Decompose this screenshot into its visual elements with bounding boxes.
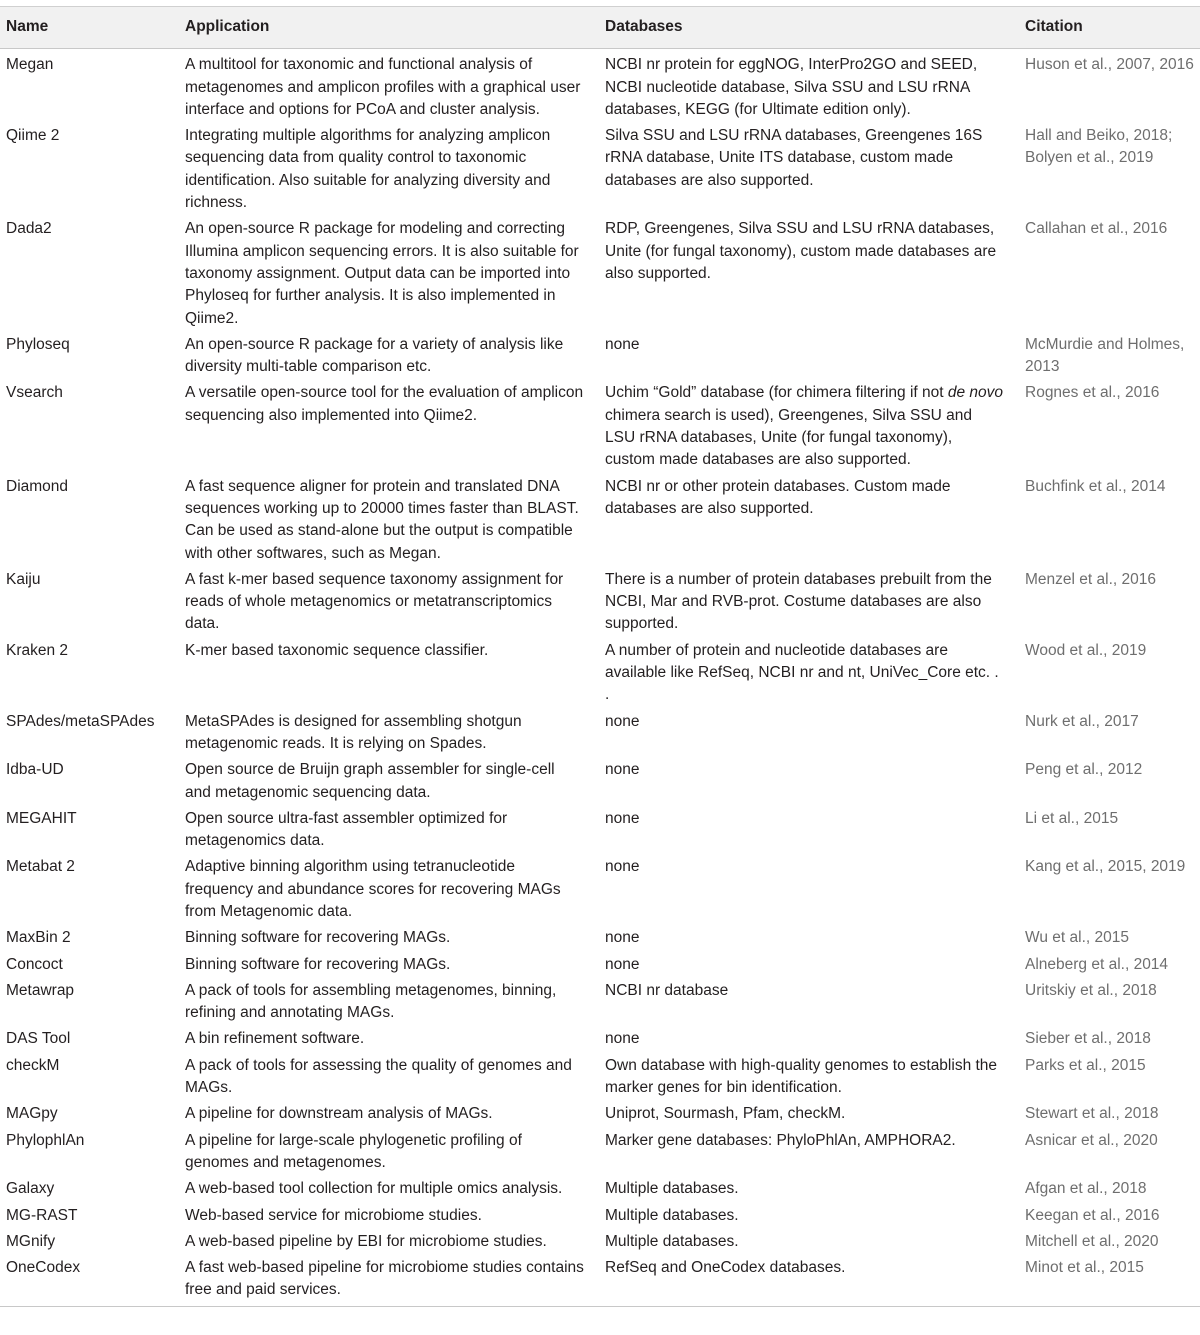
cell-application: A pipeline for downstream analysis of MAGs. — [185, 1105, 493, 1123]
table-row — [0, 567, 1200, 638]
cell-name: Vsearch — [6, 384, 63, 402]
cell-databases: none — [605, 1030, 640, 1048]
cell-citation[interactable]: Uritskiy et al., 2018 — [1025, 981, 1157, 999]
cell-name: MGnify — [6, 1232, 56, 1250]
cell-databases: A number of protein and nucleotide databases are available like RefSeq, NCBI nr and nt, UniVec_Core etc. . . — [605, 641, 999, 704]
cell-application: A multitool for taxonomic and functional analysis of metagenomes and amplicon profiles with a graphical user interface and options for PCoA and cluster analysis. — [185, 56, 581, 118]
cell-name: Concoct — [6, 955, 63, 973]
cell-citation[interactable]: Stewart et al., 2018 — [1025, 1105, 1159, 1123]
table-row — [0, 1128, 1200, 1177]
table-row — [0, 638, 1200, 709]
cell-application: A pack of tools for assessing the quality of genomes and MAGs. — [185, 1056, 572, 1097]
cell-name: Idba-UD — [6, 761, 64, 779]
cell-name: Kraken 2 — [6, 641, 69, 659]
cell-name: Qiime 2 — [6, 127, 60, 145]
cell-application: A web-based pipeline by EBI for microbiome studies. — [185, 1232, 547, 1250]
table-row — [0, 925, 1200, 951]
cell-name: Metabat 2 — [6, 858, 75, 876]
table-row — [0, 332, 1200, 381]
table-row — [0, 49, 1200, 123]
cell-databases: Multiple databases. — [605, 1232, 739, 1250]
cell-citation[interactable]: Buchfink et al., 2014 — [1025, 477, 1166, 495]
cell-citation[interactable]: Li et al., 2015 — [1025, 809, 1119, 827]
cell-name: Galaxy — [6, 1180, 55, 1198]
cell-application: A pack of tools for assembling metagenomes, binning, refining and annotating MAGs. — [185, 981, 557, 1022]
cell-name: Megan — [6, 56, 54, 74]
cell-application: A bin refinement software. — [185, 1030, 365, 1048]
cell-databases: Marker gene databases: PhyloPhlAn, AMPHORA2. — [605, 1131, 956, 1149]
databases-text: chimera search is used), Greengenes, Silva SSU and LSU rRNA databases, Unite (for fungal taxonomy), custom made databases are also supported. — [605, 406, 973, 469]
cell-application: A fast sequence aligner for protein and translated DNA sequences working up to 20000 times faster than BLAST. Can be used as stand-alone but the output is compatible with other softwares, such as Megan. — [185, 477, 579, 562]
cell-citation[interactable]: Hall and Beiko, 2018; Bolyen et al., 2019 — [1025, 127, 1173, 167]
cell-name: Dada2 — [6, 220, 52, 238]
cell-citation[interactable]: Nurk et al., 2017 — [1025, 712, 1139, 730]
header-databases: Databases — [598, 7, 1018, 49]
table-row — [0, 978, 1200, 1027]
table-row — [0, 1101, 1200, 1127]
cell-application: A fast k-mer based sequence taxonomy assignment for reads of whole metagenomics or metatranscriptomics data. — [185, 570, 564, 633]
cell-databases: NCBI nr protein for eggNOG, InterPro2GO and SEED, NCBI nucleotide database, Silva SSU and LSU rRNA databases, KEGG (for Ultimate edition only). — [605, 56, 978, 118]
cell-citation[interactable]: McMurdie and Holmes, 2013 — [1025, 335, 1185, 376]
cell-databases: Multiple databases. — [605, 1206, 739, 1224]
cell-citation[interactable]: Sieber et al., 2018 — [1025, 1030, 1151, 1048]
cell-databases: none — [605, 761, 640, 779]
cell-application: Open source de Bruijn graph assembler for single-cell and metagenomic sequencing data. — [185, 761, 555, 801]
cell-application: A fast web-based pipeline for microbiome studies contains free and paid services. — [178, 1255, 598, 1306]
table-row — [0, 709, 1200, 758]
cell-citation[interactable]: Huson et al., 2007, 2016 — [1025, 56, 1194, 74]
header-name: Name — [0, 7, 178, 49]
cell-name: PhylophlAn — [6, 1131, 85, 1149]
table-row — [0, 952, 1200, 978]
table-row — [0, 806, 1200, 855]
cell-application: MetaSPAdes is designed for assembling shotgun metagenomic reads. It is relying on Spades. — [185, 712, 522, 752]
table-row — [0, 1176, 1200, 1202]
cell-citation[interactable]: Afgan et al., 2018 — [1025, 1180, 1147, 1198]
cell-databases: NCBI nr or other protein databases. Custom made databases are also supported. — [605, 477, 951, 517]
cell-name: Kaiju — [6, 570, 41, 588]
table-row — [0, 123, 1200, 216]
cell-databases: none — [605, 929, 640, 947]
cell-databases: There is a number of protein databases prebuilt from the NCBI, Mar and RVB-prot. Costume databases are also supported. — [605, 570, 992, 633]
cell-name: MaxBin 2 — [6, 929, 71, 947]
cell-citation[interactable]: Minot et al., 2015 — [1018, 1255, 1200, 1306]
cell-application: K-mer based taxonomic sequence classifier. — [185, 641, 489, 659]
table-row — [0, 757, 1200, 806]
cell-application: A versatile open-source tool for the evaluation of amplicon sequencing also implemented into Qiime2. — [185, 384, 584, 424]
cell-name: Phyloseq — [6, 335, 70, 353]
cell-application: A web-based tool collection for multiple omics analysis. — [185, 1180, 563, 1198]
cell-citation[interactable]: Peng et al., 2012 — [1025, 761, 1143, 779]
cell-application: Adaptive binning algorithm using tetranucleotide frequency and abundance scores for recovering MAGs from Metagenomic data. — [185, 858, 561, 920]
cell-databases: none — [605, 955, 640, 973]
header-row — [0, 7, 1200, 49]
cell-name: SPAdes/metaSPAdes — [6, 712, 155, 730]
cell-application: Binning software for recovering MAGs. — [185, 955, 451, 973]
databases-text: Uchim “Gold” database (for chimera filtering if not — [605, 384, 948, 402]
cell-name: checkM — [6, 1056, 60, 1074]
cell-citation[interactable]: Wood et al., 2019 — [1025, 641, 1147, 659]
cell-databases: none — [605, 335, 640, 353]
cell-citation[interactable]: Rognes et al., 2016 — [1025, 384, 1160, 402]
table-row — [0, 1229, 1200, 1255]
table-row — [0, 854, 1200, 925]
table-body — [0, 49, 1200, 1306]
cell-databases: RDP, Greengenes, Silva SSU and LSU rRNA databases, Unite (for fungal taxonomy), custom made databases are also supported. — [605, 220, 997, 282]
cell-application: Integrating multiple algorithms for analyzing amplicon sequencing data from quality control to taxonomic identification. Also suitable for analyzing diversity and richness. — [185, 127, 551, 212]
cell-citation[interactable]: Asnicar et al., 2020 — [1025, 1131, 1158, 1149]
cell-application: An open-source R package for a variety of analysis like diversity multi-table comparison etc. — [185, 335, 564, 376]
cell-name: MG-RAST — [6, 1206, 78, 1224]
cell-citation[interactable]: Menzel et al., 2016 — [1025, 570, 1156, 588]
cell-name: OneCodex — [0, 1255, 178, 1306]
tools-table-container — [0, 6, 1200, 1307]
cell-citation[interactable]: Alneberg et al., 2014 — [1025, 955, 1169, 973]
cell-name: MEGAHIT — [6, 809, 77, 827]
cell-name: MAGpy — [6, 1105, 58, 1123]
table-header — [0, 7, 1200, 49]
cell-databases: Uniprot, Sourmash, Pfam, checkM. — [605, 1105, 846, 1123]
table-row — [0, 474, 1200, 567]
cell-citation[interactable]: Callahan et al., 2016 — [1025, 220, 1168, 238]
cell-application: A pipeline for large-scale phylogenetic profiling of genomes and metagenomes. — [185, 1131, 522, 1171]
cell-citation[interactable]: Parks et al., 2015 — [1025, 1056, 1146, 1074]
cell-databases: none — [605, 712, 640, 730]
table-row — [0, 1026, 1200, 1052]
table-row — [0, 216, 1200, 331]
cell-databases: none — [605, 858, 640, 876]
table-row — [0, 380, 1200, 473]
cell-databases: none — [605, 809, 640, 827]
cell-application: Binning software for recovering MAGs. — [185, 929, 451, 947]
cell-name: Diamond — [6, 477, 69, 495]
cell-name: DAS Tool — [6, 1030, 71, 1048]
header-application: Application — [178, 7, 598, 49]
cell-application: Web-based service for microbiome studies. — [185, 1206, 482, 1224]
cell-databases: Own database with high-quality genomes to establish the marker genes for bin identification. — [605, 1056, 998, 1097]
tools-table — [0, 6, 1200, 1307]
italic-term: de novo — [947, 384, 1004, 402]
cell-databases: NCBI nr database — [605, 981, 729, 999]
cell-databases: RefSeq and OneCodex databases. — [598, 1255, 1018, 1306]
cell-citation[interactable]: Kang et al., 2015, 2019 — [1025, 858, 1186, 876]
cell-citation[interactable]: Keegan et al., 2016 — [1025, 1206, 1160, 1224]
cell-name: Metawrap — [6, 981, 75, 999]
cell-databases: Silva SSU and LSU rRNA databases, Greengenes 16S rRNA database, Unite ITS database, custom made databases are also supported. — [605, 127, 983, 189]
cell-application: Open source ultra-fast assembler optimized for metagenomics data. — [185, 809, 508, 850]
table-row — [0, 1255, 1200, 1306]
table-row — [0, 1203, 1200, 1229]
cell-citation[interactable]: Mitchell et al., 2020 — [1025, 1232, 1159, 1250]
cell-citation[interactable]: Wu et al., 2015 — [1025, 929, 1129, 947]
cell-databases: Multiple databases. — [605, 1180, 739, 1198]
cell-application: An open-source R package for modeling and correcting Illumina amplicon sequencing errors. It is also suitable for taxonomy assignment. Output data can be imported into Phyloseq for further analysis. It is also implemented in Qiime2. — [185, 220, 579, 327]
table-row — [0, 1053, 1200, 1102]
header-citation: Citation — [1018, 7, 1200, 49]
cell-databases — [598, 380, 1018, 473]
